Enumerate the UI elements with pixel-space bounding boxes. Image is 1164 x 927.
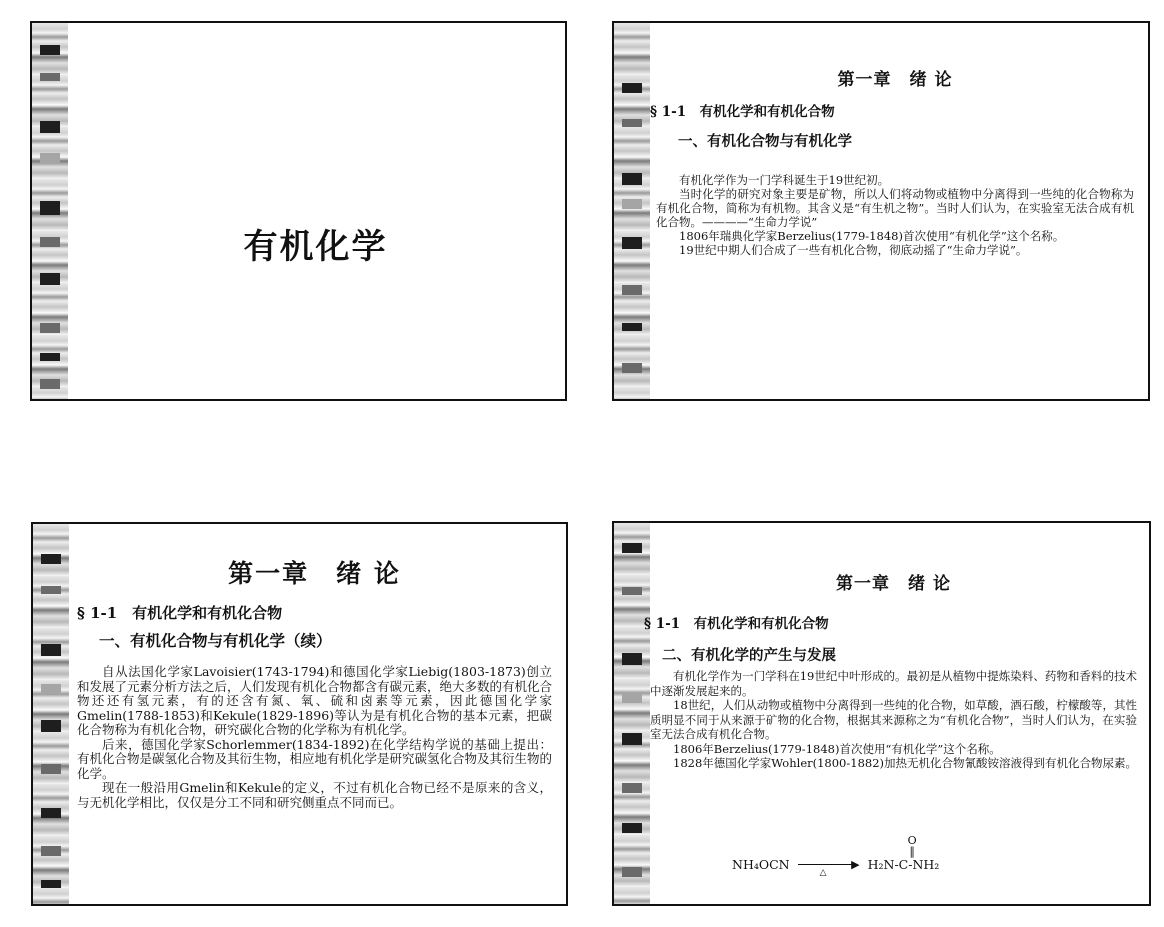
slide-body [77,665,552,810]
slide-title [30,21,567,401]
paragraph: 18世纪，人们从动物或植物中分离得到一些纯的化合物，如草酸，酒石酸，柠檬酸等，其性质明显不同于从来源于矿物的化合物，根据其来源称之为“有机化合物”，当时人们认为，在实验室无法合成有机化合物。 [650,698,1137,741]
paragraph: 后来，德国化学家Schorlemmer(1834-1892)在化学结构学说的基础上提出：有机化合物是碳氢化合物及其衍生物，相应地有机化学是研究碳氢化合物及其衍生物的化学。 [77,736,553,781]
decorative-strip [32,23,68,399]
slide-history [612,521,1151,906]
reaction-arrow-icon: ▶ △ [798,858,860,872]
paragraph: 1806年Berzelius(1779-1848)首次使用“有机化学”这个名称。 [673,741,1001,756]
heat-symbol: △ [819,867,827,878]
paragraph: 1828年德国化学家Wohler(1800-1882)加热无机化合物氰酸铵溶液得到有机化合物尿素。 [673,756,1138,770]
paragraph: 现在一般沿用Gmelin和Kekule的定义，不过有机化合物已经不是原来的含义，与无机化学相比，仅仅是分工不同和研究侧重点不同而已。 [77,780,552,810]
paragraph: 1806年瑞典化学家Berzelius(1779-1848)首次使用“有机化学”这个名称。 [679,229,1065,243]
equation-reactant: NH₄OCN [732,857,790,872]
subsection-heading: 一、有机化合物与有机化学（续） [99,631,332,650]
slide-title-text: 有机化学 [243,227,388,267]
chapter-heading: 第一章 绪 论 [837,70,953,90]
paragraph: 19世纪中期人们合成了一些有机化合物，彻底动摇了“生命力学说”。 [679,243,1028,257]
slide-intro [612,21,1150,401]
carbonyl-oxygen: O ‖ [907,834,917,858]
section-heading: § 1-1 有机化学和有机化合物 [77,604,283,622]
chapter-heading: 第一章 绪 论 [836,574,951,594]
decorative-strip [614,23,650,399]
paragraph: 自从法国化学家Lavoisier(1743-1794)和德国化学家Liebig(1803-1873)创立和发展了元素分析方法之后，人们发现有机化合物都含有碳元素，绝大多数的有机化合物还还有氢元素，有的还含有氮、氧、硫和卤素等元素，因此德国化学家Gmelin(1788-1853)和Kekule(1829-1896)等认为是有机化合物的基本元素，把碳化合物称为有机化合物，研究碳化合物的化学称为有机化学。 [77,664,553,737]
decorative-strip [33,524,69,904]
paragraph: 有机化学作为一门学科诞生于19世纪初。 [679,173,890,187]
subsection-heading: 二、有机化学的产生与发展 [662,647,836,664]
paragraph: 有机化学作为一门学科在19世纪中叶形成的。最初是从植物中提炼染料、药物和香料的技术中逐渐发展起来的。 [650,669,1137,698]
slide-body [650,669,1137,771]
slide-body [656,173,1134,257]
urea-synthesis-equation [732,834,940,878]
decorative-strip [614,523,650,904]
chapter-heading: 第一章 绪 论 [228,559,401,588]
slide-intro-continued [31,522,568,906]
section-heading: § 1-1 有机化学和有机化合物 [644,616,829,632]
equation-product: H₂N-C-NH₂ [867,857,940,872]
subsection-heading: 一、有机化合物与有机化学 [678,133,852,150]
paragraph: 当时化学的研究对象主要是矿物，所以人们将动物或植物中分离得到一些纯的化合物称为有机化合物，简称为有机物。其含义是“有生机之物”。当时人们认为，在实验室无法合成有机化合物。————“生命力学说” [656,187,1134,229]
section-heading: § 1-1 有机化学和有机化合物 [650,104,835,120]
